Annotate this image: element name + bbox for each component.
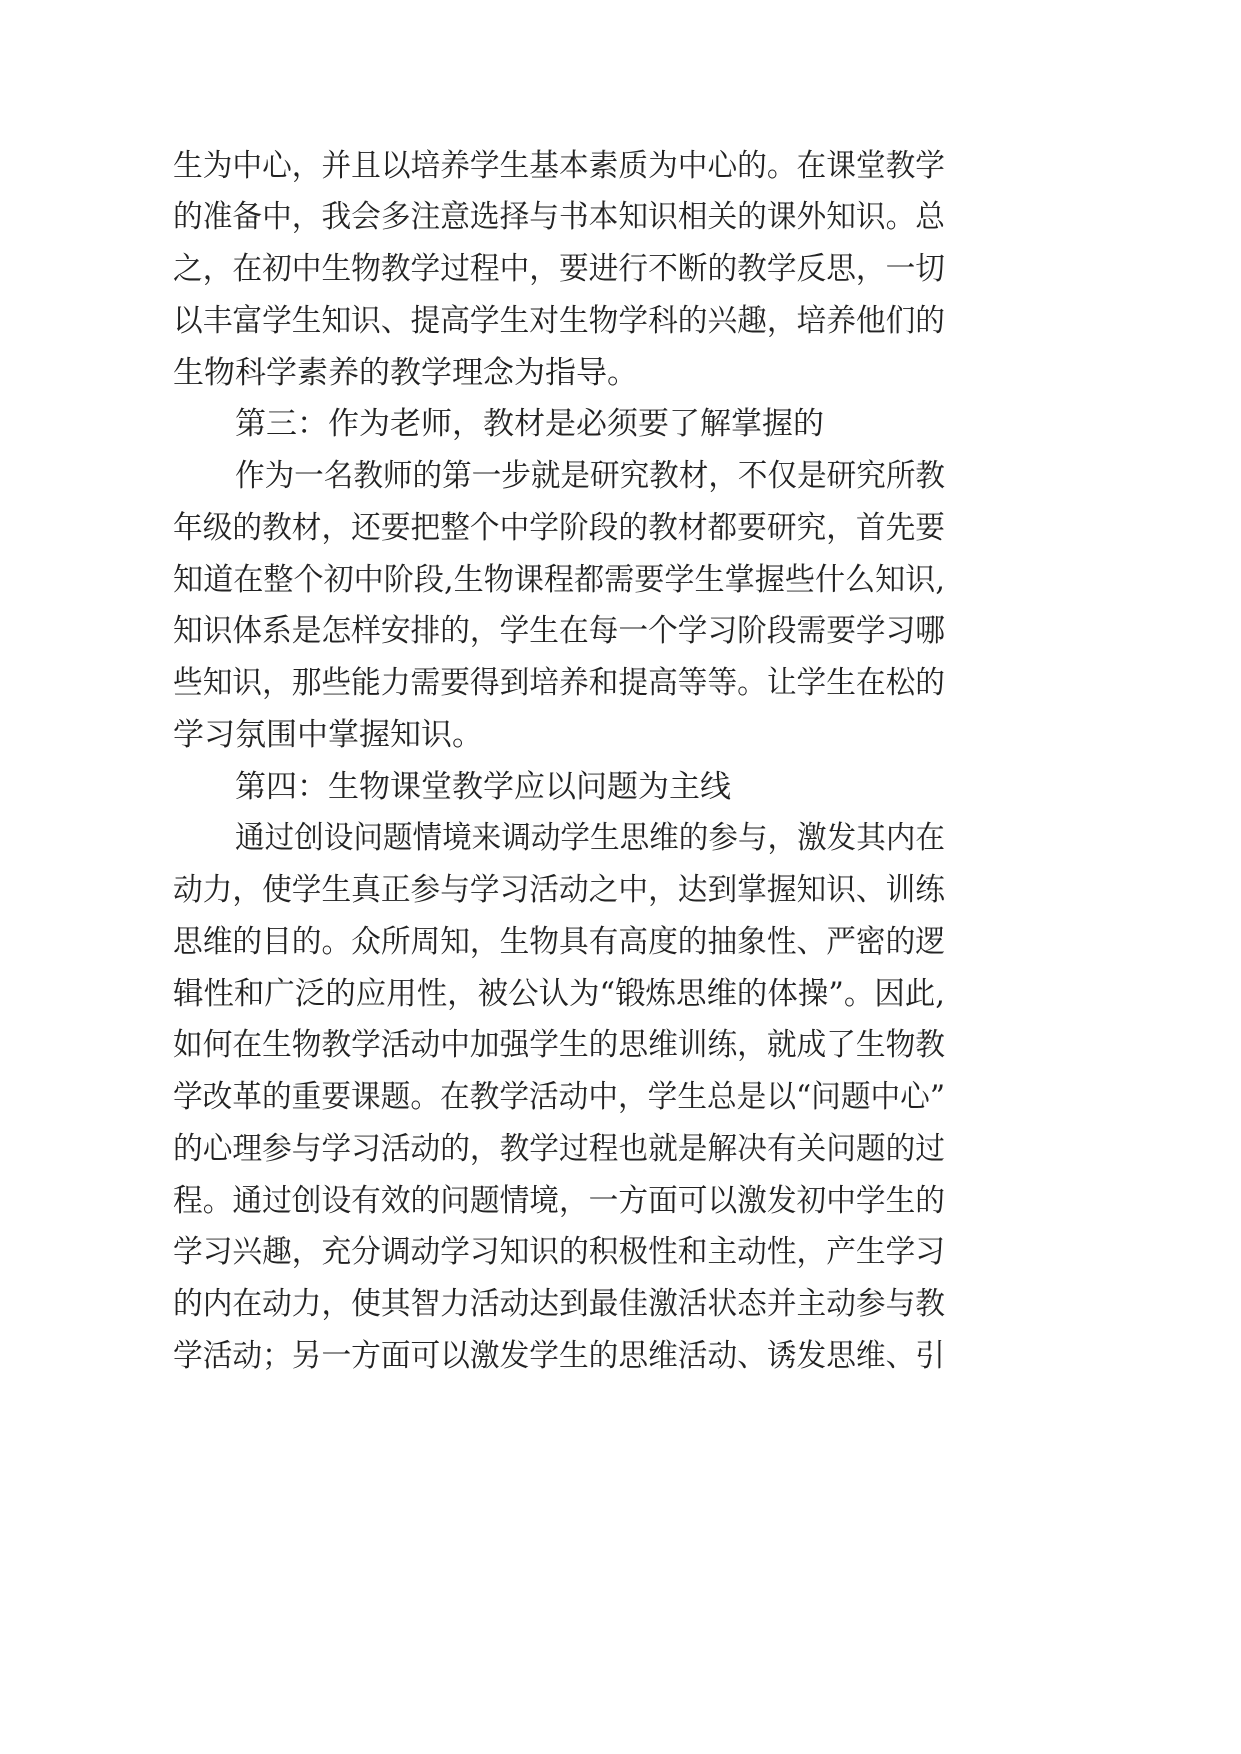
text-line [0, 451, 1241, 501]
text-line [0, 244, 1241, 294]
text-line [0, 192, 1241, 242]
line-text: 学改革的重要课题。在教学活动中，学生总是以“问题中心” [173, 1079, 946, 1115]
text-line [0, 969, 1241, 1019]
line-text: 程。通过创设有效的问题情境，一方面可以激发初中学生的 [173, 1183, 945, 1219]
text-line [0, 503, 1241, 553]
line-text: 学习氛围中掌握知识。 [173, 717, 483, 753]
line-text: 学活动；另一方面可以激发学生的思维活动、诱发思维、引 [173, 1338, 945, 1374]
text-line [0, 865, 1241, 915]
text-line [0, 1279, 1241, 1329]
line-text: 之，在初中生物教学过程中，要进行不断的教学反思，一切 [173, 251, 945, 287]
line-text: 生为中心，并且以培养学生基本素质为中心的。在课堂教学 [173, 148, 945, 184]
heading-text: 第四：生物课堂教学应以问题为主线 [235, 769, 731, 805]
line-text: 的内在动力，使其智力活动达到最佳激活状态并主动参与教 [173, 1286, 945, 1322]
text-line [0, 1072, 1241, 1122]
line-text: 以丰富学生知识、提高学生对生物学科的兴趣，培养他们的 [173, 303, 945, 339]
text-line [0, 658, 1241, 708]
line-text: 的准备中，我会多注意选择与书本知识相关的课外知识。总 [173, 199, 945, 235]
line-text: 学习兴趣，充分调动学习知识的积极性和主动性，产生学习 [173, 1234, 945, 1270]
text-line [0, 1020, 1241, 1070]
line-text: 作为一名教师的第一步就是研究教材，不仅是研究所教 [235, 458, 945, 494]
text-line [0, 141, 1241, 191]
line-text: 通过创设问题情境来调动学生思维的参与，激发其内在 [235, 820, 945, 856]
text-line [0, 710, 1241, 760]
line-text: 知识体系是怎样安排的，学生在每一个学习阶段需要学习哪 [173, 613, 945, 649]
text-line [0, 606, 1241, 656]
heading-text: 第三：作为老师，教材是必须要了解掌握的 [235, 406, 824, 442]
text-line [0, 1124, 1241, 1174]
line-text: 动力，使学生真正参与学习活动之中，达到掌握知识、训练 [173, 872, 945, 908]
text-line [0, 1227, 1241, 1277]
text-line [0, 1331, 1241, 1381]
text-line [0, 917, 1241, 967]
text-line [0, 813, 1241, 863]
line-text: 生物科学素养的教学理念为指导。 [173, 355, 638, 391]
line-text: 辑性和广泛的应用性，被公认为“锻炼思维的体操”。因此, [173, 976, 945, 1012]
line-text: 的心理参与学习活动的，教学过程也就是解决有关问题的过 [173, 1131, 945, 1167]
line-text: 思维的目的。众所周知，生物具有高度的抽象性、严密的逻 [173, 924, 945, 960]
text-line [0, 296, 1241, 346]
line-text: 如何在生物教学活动中加强学生的思维训练，就成了生物教 [173, 1027, 945, 1063]
text-line [0, 555, 1241, 605]
section-heading [0, 399, 1241, 449]
line-text: 些知识，那些能力需要得到培养和提高等等。让学生在松的 [173, 665, 945, 701]
text-line [0, 348, 1241, 398]
line-text: 知道在整个初中阶段,生物课程都需要学生掌握些什么知识, [173, 562, 945, 598]
line-text: 年级的教材，还要把整个中学阶段的教材都要研究，首先要 [173, 510, 945, 546]
section-heading [0, 762, 1241, 812]
text-line [0, 1176, 1241, 1226]
